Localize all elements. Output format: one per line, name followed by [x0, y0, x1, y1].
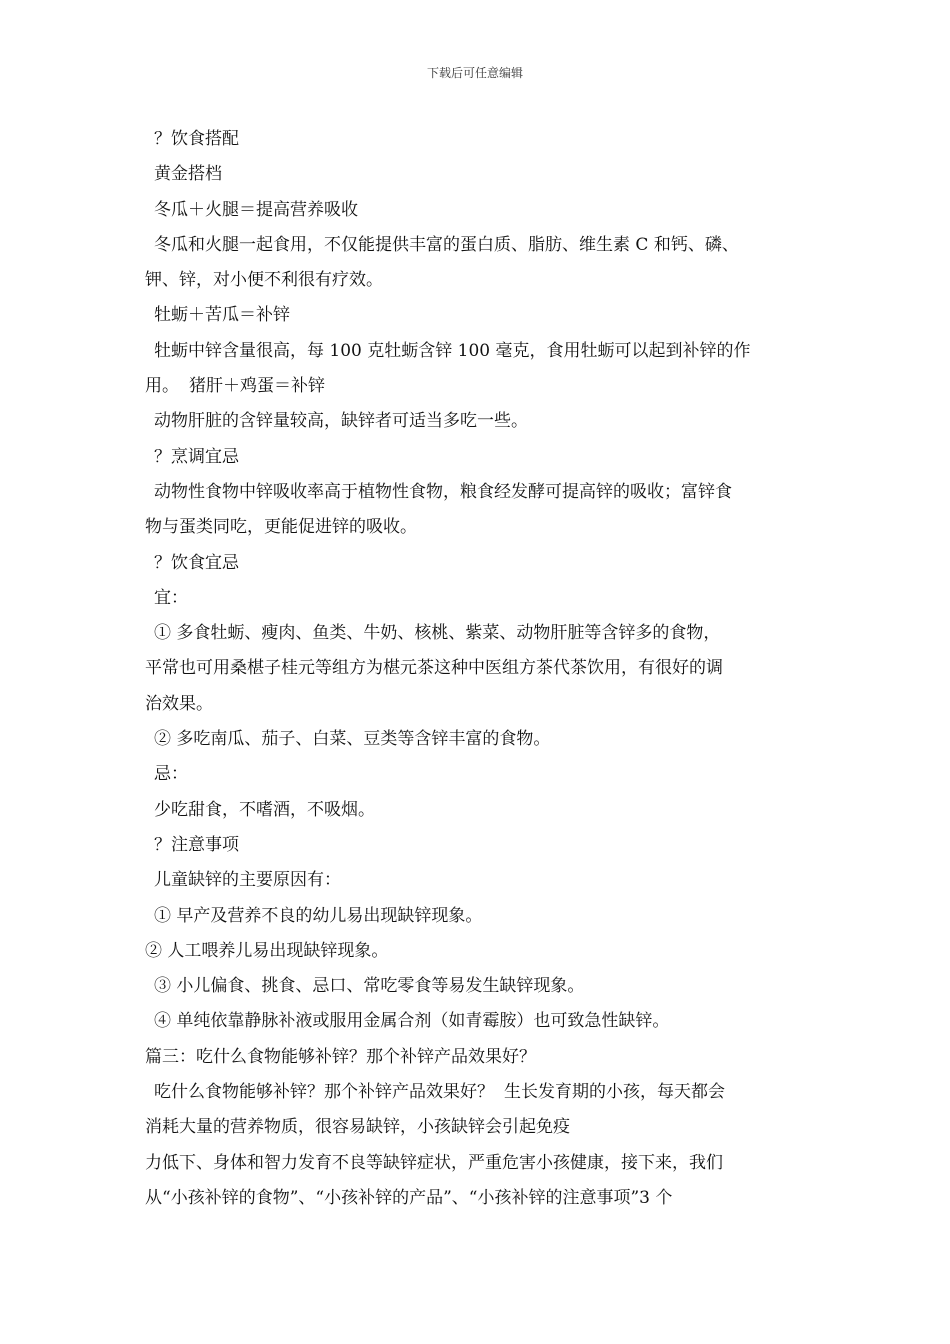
paragraph: 治效果。 [145, 693, 213, 714]
section-heading-diet-dos-donts: ？饮食宜忌 [154, 552, 239, 573]
list-item: ④ 单纯依靠静脉补液或服用金属合剂（如青霉胺）也可致急性缺锌。 [154, 1011, 670, 1032]
paragraph: 平常也可用桑椹子桂元等组方为椹元茶这种中医组方茶代茶饮用，有很好的调 [145, 658, 723, 679]
chapter-title: 篇三：吃什么食物能够补锌？那个补锌产品效果好？ [145, 1046, 536, 1067]
paragraph: 冬瓜和火腿一起食用，不仅能提供丰富的蛋白质、脂肪、维生素 C 和钙、磷、 [154, 234, 739, 255]
paragraph [145, 369, 810, 404]
paragraph [145, 1075, 810, 1110]
paragraph: 力低下、身体和智力发育不良等缺锌症状，严重危害小孩健康，接下来，我们 [145, 1152, 723, 1173]
paragraph: 黄金搭档 [154, 164, 222, 185]
paragraph: 牡蛎＋苦瓜＝补锌 [154, 305, 290, 326]
paragraph: 少吃甜食，不嗜酒，不吸烟。 [154, 799, 375, 820]
paragraph: 牡蛎中锌含量很高，每 100 克牡蛎含锌 100 毫克，食用牡蛎可以起到补锌的作 [154, 340, 751, 361]
paragraph: 钾、锌，对小便不利很有疗效。 [145, 270, 383, 291]
paragraph: 动物肝脏的含锌量较高，缺锌者可适当多吃一些。 [154, 411, 528, 432]
list-item: ② 多吃南瓜、茄子、白菜、豆类等含锌丰富的食物。 [154, 729, 551, 750]
section-heading-notes: ？注意事项 [154, 834, 239, 855]
paragraph: 儿童缺锌的主要原因有： [154, 870, 341, 891]
text-span: 猪肝＋鸡蛋＝补锌 [189, 376, 325, 397]
text-span: 吃什么食物能够补锌？那个补锌产品效果好？ [154, 1082, 494, 1103]
text-span: 生长发育期的小孩，每天都会 [504, 1082, 725, 1103]
section-heading-cooking: ？烹调宜忌 [154, 446, 239, 467]
paragraph: 从“小孩补锌的食物”、“小孩补锌的产品”、“小孩补锌的注意事项”3 个 [145, 1187, 673, 1208]
section-heading-diet-pairing: ？饮食搭配 [154, 129, 239, 149]
list-item: ② 人工喂养儿易出现缺锌现象。 [145, 940, 389, 961]
document-body [145, 122, 810, 1216]
text-span: 用。 [145, 376, 179, 397]
list-item: ① 早产及营养不良的幼儿易出现缺锌现象。 [154, 905, 483, 926]
page-header: 下载后可任意编辑 [426, 66, 523, 80]
paragraph: 消耗大量的营养物质，很容易缺锌，小孩缺锌会引起免疫 [145, 1117, 570, 1138]
paragraph: 冬瓜＋火腿＝提高营养吸收 [154, 199, 358, 220]
list-item: ③ 小儿偏食、挑食、忌口、常吃零食等易发生缺锌现象。 [154, 976, 585, 997]
paragraph: 忌： [154, 764, 188, 785]
paragraph: 物与蛋类同吃，更能促进锌的吸收。 [145, 517, 417, 538]
paragraph: 宜： [154, 587, 188, 608]
list-item: ① 多食牡蛎、瘦肉、鱼类、牛奶、核桃、紫菜、动物肝脏等含锌多的食物， [154, 623, 721, 644]
paragraph: 动物性食物中锌吸收率高于植物性食物，粮食经发酵可提高锌的吸收；富锌食 [154, 481, 732, 502]
